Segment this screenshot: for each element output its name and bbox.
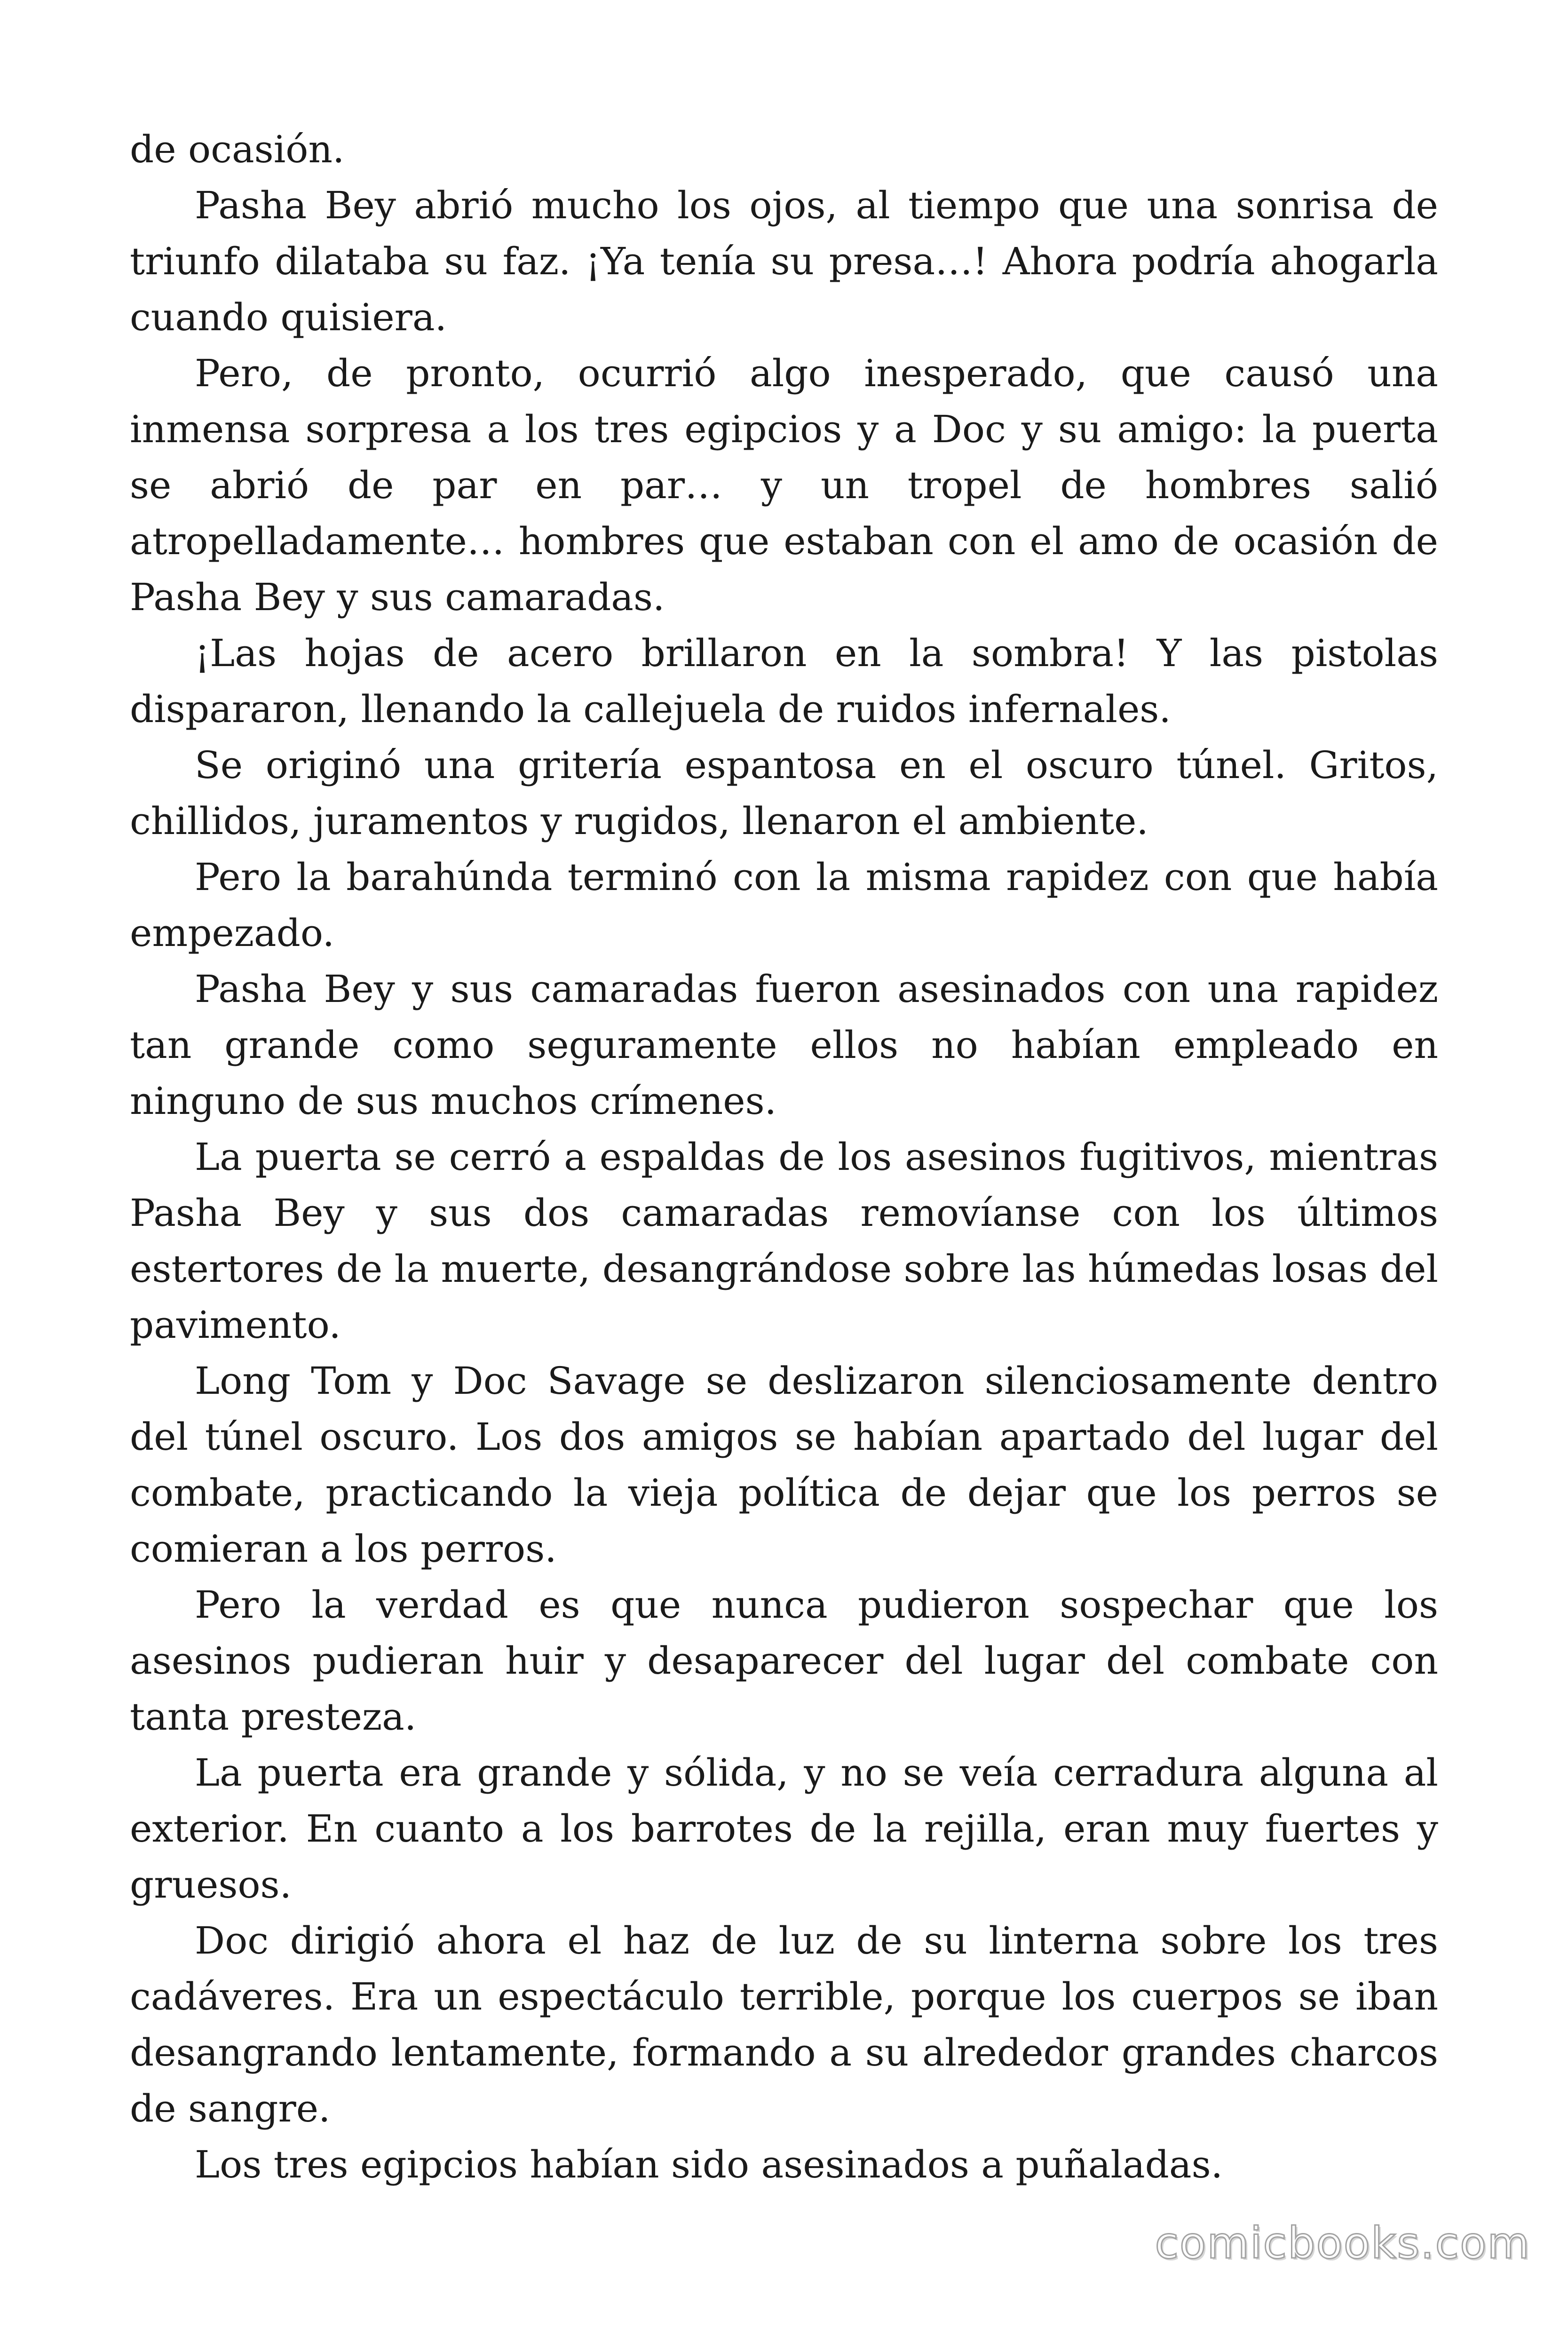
paragraph: Doc dirigió ahora el haz de luz de su linterna sobre los tres cadáveres. Era un espectáculo terrible, porque los cuerpos se iban desangrando lentamente, formando a su alrededor grandes charcos de sangre. (130, 1919, 1438, 2130)
paragraph: Se originó una gritería espantosa en el oscuro túnel. Gritos, chillidos, juramentos y rugidos, llenaron el ambiente. (130, 743, 1438, 843)
page-body (130, 121, 1438, 2193)
paragraph: La puerta era grande y sólida, y no se veía cerradura alguna al exterior. En cuanto a los barrotes de la rejilla, eran muy fuertes y gruesos. (130, 1751, 1438, 1907)
paragraph-last: Los tres egipcios habían sido asesinados a puñaladas. (195, 2143, 1223, 2186)
paragraph: Pero, de pronto, ocurrió algo inesperado, que causó una inmensa sorpresa a los tres egipcios y a Doc y su amigo: la puerta se abrió de par en par… y un tropel de hombres salió atropelladamente… hombres que estaban con el amo de ocasión de Pasha Bey y sus camaradas. (130, 351, 1438, 619)
paragraph: ¡Las hojas de acero brillaron en la sombra! Y las pistolas dispararon, llenando la callejuela de ruidos infernales. (130, 631, 1438, 731)
site-watermark: comicbooks.com (1155, 2218, 1530, 2268)
paragraph-continuation: de ocasión. (130, 127, 345, 171)
paragraph: Pasha Bey abrió mucho los ojos, al tiempo que una sonrisa de triunfo dilataba su faz. ¡Ya tenía su presa…! Ahora podría ahogarla cuando quisiera. (130, 183, 1438, 339)
paragraph: La puerta se cerró a espaldas de los asesinos fugitivos, mientras Pasha Bey y sus dos camaradas removíanse con los últimos estertores de la muerte, desangrándose sobre las húmedas losas del pavimento. (130, 1135, 1438, 1347)
paragraph: Pero la verdad es que nunca pudieron sospechar que los asesinos pudieran huir y desaparecer del lugar del combate con tanta presteza. (130, 1583, 1438, 1739)
paragraph: Pero la barahúnda terminó con la misma rapidez con que había empezado. (130, 855, 1438, 955)
paragraph: Pasha Bey y sus camaradas fueron asesinados con una rapidez tan grande como seguramente ellos no habían empleado en ninguno de sus muchos crímenes. (130, 967, 1438, 1123)
paragraph: Long Tom y Doc Savage se deslizaron silenciosamente dentro del túnel oscuro. Los dos amigos se habían apartado del lugar del combate, practicando la vieja política de dejar que los perros se comieran a los perros. (130, 1359, 1438, 1571)
